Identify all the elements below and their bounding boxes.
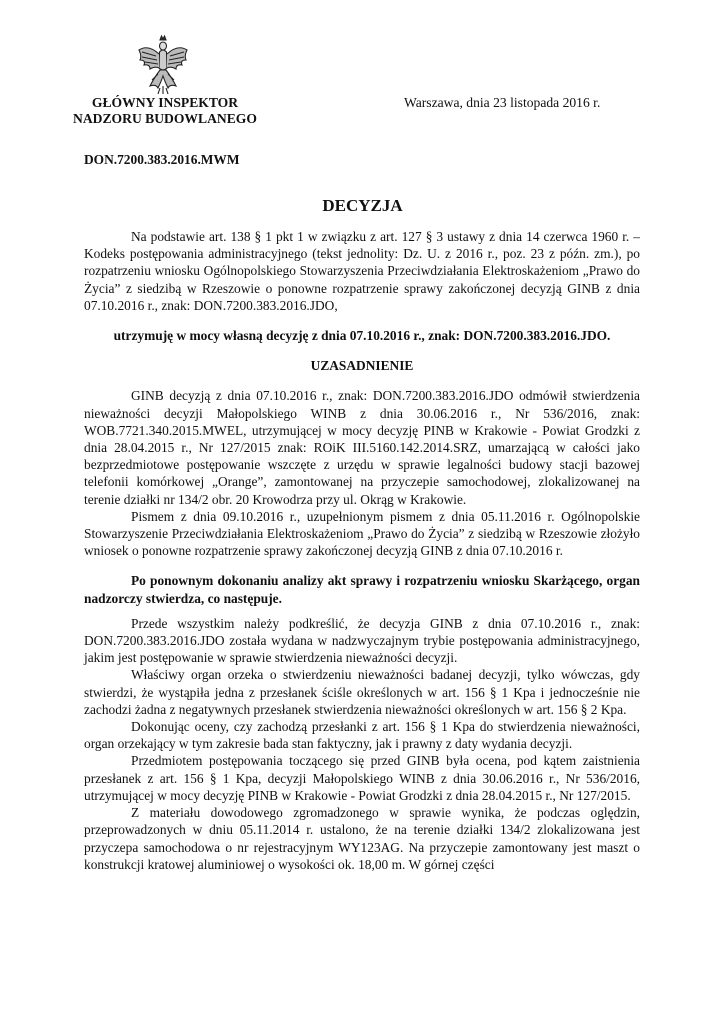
intro-paragraph: Na podstawie art. 138 § 1 pkt 1 w związku z art. 127 § 3 ustawy z dnia 14 czerwca 1960 r. – Kodeks postępowania administracyjnego (tekst jednolity: Dz. U. z 2016 r., poz. 23 z późn. zm.), po rozpatrzeniu wniosku Ogólnopolskiego Stowarzyszenia Przeciwdziałania Elektroskażeniom „Prawo do Życia” z siedzibą w Rzeszowie o ponowne rozpatrzenie sprawy zakończonej decyzją GINB z dnia 07.10.2016 r., znak: DON.7200.383.2016.JDO, (84, 229, 640, 313)
paragraph: Pismem z dnia 09.10.2016 r., uzupełnionym pismem z dnia 05.11.2016 r. Ogólnopolskie Stowarzyszenie Przeciwdziałania Elektroskażeniom „Prawo do Życia” z siedzibą w Rzeszowie złożyło wniosek o ponowne rozpatrzenie sprawy zakończonej decyzją GINB z dnia 07.10.2016 r. (84, 508, 640, 559)
paragraph: Dokonując oceny, czy zachodzą przesłanki z art. 156 § 1 Kpa do stwierdzenia nieważności, organ orzekający w tym zakresie bada stan faktyczny, jak i prawny z daty wydania decyzji. (84, 719, 640, 752)
bold-paragraph: Po ponownym dokonaniu analizy akt sprawy i rozpatrzeniu wniosku Skarżącego, organ nadzorczy stwierdza, co następuje. (84, 573, 640, 606)
paragraph: Właściwy organ orzeka o stwierdzeniu nieważności badanej decyzji, tylko wówczas, gdy stwierdzi, że wystąpiła jedna z przesłanek ściśle określonych w art. 156 § 1 Kpa i jednocześnie nie zachodzi żadna z negatywnych przesłanek stwierdzenia nieważności określonych w art. 156 § 2 Kpa. (84, 667, 640, 717)
paragraph: GINB decyzją z dnia 07.10.2016 r., znak: DON.7200.383.2016.JDO odmówił stwierdzenia nieważności decyzji Małopolskiego WINB z dnia 30.06.2016 r., Nr 536/2016, znak: WOB.7721.340.2015.MWEL, utrzymującej w mocy decyzję PINB w Krakowie - Powiat Grodzki z dnia 28.04.2015 r., Nr 127/2015 znak: ROiK III.5160.142.2014.SRZ, umarzającą w całości jako bezprzedmiotowe postępowanie wszczęte z urzędu w sprawie legalności budowy stacji bazowej telefonii komórkowej „Orange”, zamontowanej na przyczepie samochodowej, zlokalizowanej na terenie działki nr 134/2 obr. 20 Krowodrza przy ul. Okrąg w Krakowie. (84, 388, 640, 507)
polish-eagle-emblem-icon (136, 34, 190, 96)
issuer-block (60, 95, 270, 127)
paragraph: Z materiału dowodowego zgromadzonego w sprawie wynika, że podczas oględzin, przeprowadzonych w dniu 05.11.2014 r. ustalono, że na terenie działki 134/2 zlokalizowana jest przyczepa samochodowa o nr rejestracyjnym WY123AG. Na przyczepie zamontowany jest maszt o konstrukcji kratowej aluminiowej o wysokości ok. 18,00 m. W górnej części (84, 805, 640, 872)
document-title: DECYZJA (322, 196, 403, 215)
reference-number: DON.7200.383.2016.MWM (84, 152, 240, 167)
paragraph: Przedmiotem postępowania toczącego się przed GINB była ocena, pod kątem zaistnienia przesłanek z art. 156 § 1 Kpa, decyzji Małopolskiego WINB z dnia 30.06.2016 r., Nr 536/2016, utrzymującej w mocy decyzję PINB w Krakowie - Powiat Grodzki z dnia 28.04.2015 r., Nr 127/2015. (84, 753, 640, 803)
decision-statement: utrzymuję w mocy własną decyzję z dnia 07.10.2016 r., znak: DON.7200.383.2016.JDO. (113, 328, 611, 344)
document-date: Warszawa, dnia 23 listopada 2016 r. (404, 95, 601, 110)
paragraph: Przede wszystkim należy podkreślić, że decyzja GINB z dnia 07.10.2016 r., znak: DON.7200.383.2016.JDO została wydana w nadzwyczajnym trybie postępowania administracyjnego, jakim jest postępowanie w sprawie stwierdzenia nieważności decyzji. (84, 615, 640, 666)
justification-heading: UZASADNIENIE (310, 358, 414, 374)
issuer-line-1: GŁÓWNY INSPEKTOR (91, 95, 239, 110)
issuer-line-2: NADZORU BUDOWLANEGO (73, 111, 257, 126)
document-body (84, 228, 640, 873)
